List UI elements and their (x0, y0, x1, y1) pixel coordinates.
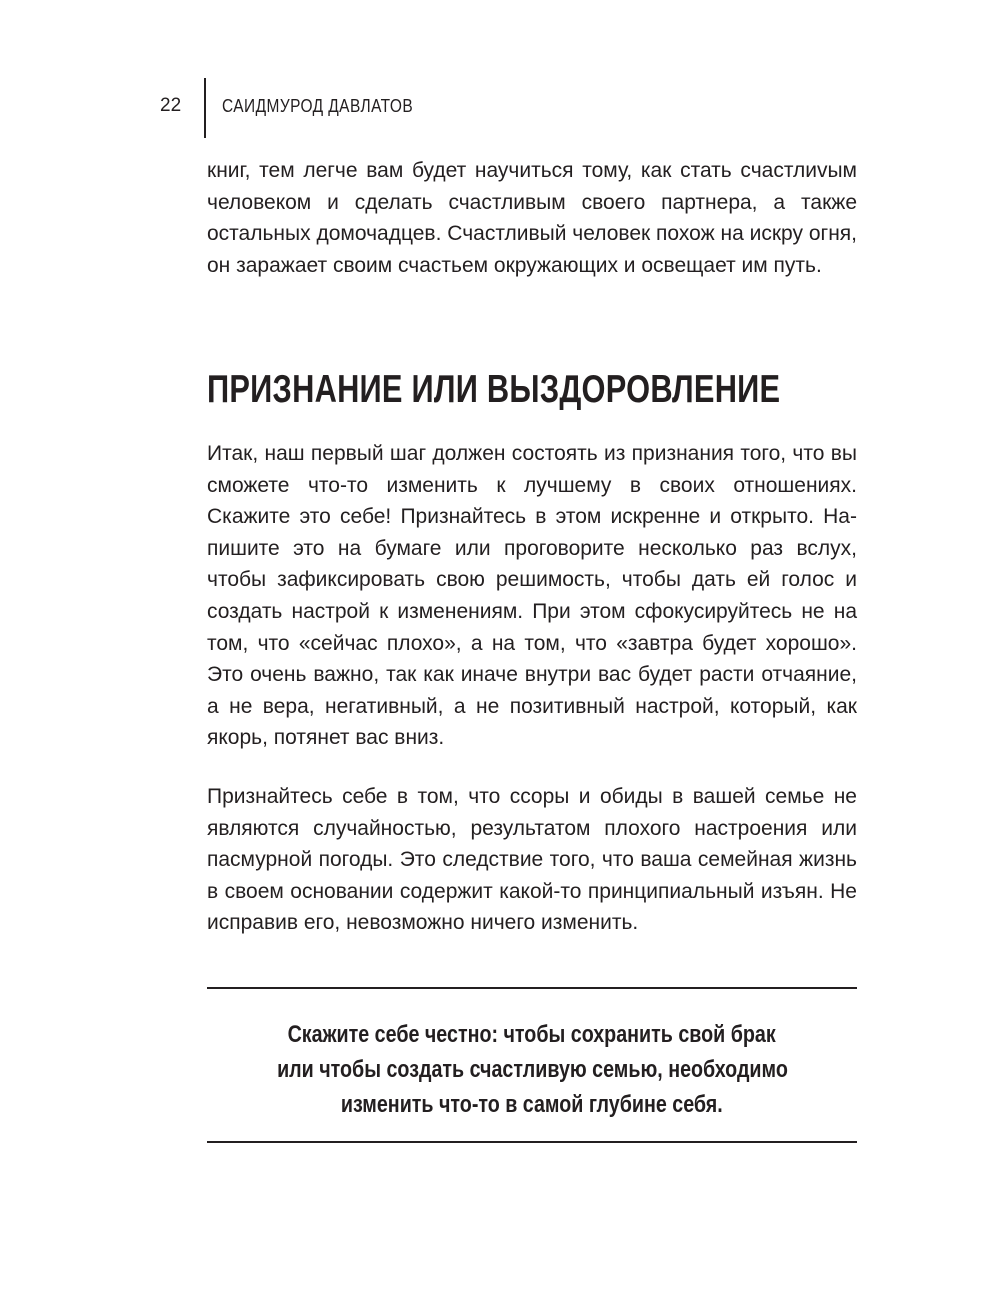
intro-paragraph: книг, тем легче вам будет научиться тому, как стать счастлиvым человеком и сделать счастливым своего партнера, а также остальных домочадцев. Счастливый человек похож на искру огня, он заражает своим счастьем окружающих и освещает им путь. (207, 159, 857, 277)
pull-quote-line (207, 1052, 857, 1087)
pull-quote (207, 1017, 857, 1122)
body-paragraph: Итак, наш первый шаг должен состоять из признания того, что вы сможете что-то изменить к лучшему в своих отношениях. Скажите это себе! Признайтесь в этом искренне и открыто. Напишите это на бумаге или проговорите несколько раз вслух, чтобы зафиксировать свою решимость, чтобы дать ей голос и создать настрой к изменениям. При этом сфокусируйтесь не на том, что «сейчас плохо», а на том, что «завтра будет хорошо». Это очень важно, так как иначе внутри вас будет расти отчаяние, а не вера, негативный, а не позитивный настрой, который, как якорь, потянет вас вниз. (207, 442, 857, 750)
header-divider (204, 78, 206, 138)
callout-top-rule (207, 987, 857, 989)
section-heading: ПРИЗНАНИЕ ИЛИ ВЫЗДОРОВЛЕНИЕ (207, 368, 781, 411)
intro-paragraph-block (207, 155, 857, 281)
body-paragraph: Признайтесь себе в том, что ссоры и обиды в вашей семье не являются случайностью, результатом плохого настроения или пасмурной погоды. Это следствие того, что ваша семейная жизнь в своем основании содержит какой-то принципиальный изъян. Не исправив его, невозможно ничего изменить. (207, 785, 857, 935)
pull-quote-text: или чтобы создать счастливую семью, необходимо (276, 1056, 788, 1083)
running-header (160, 78, 444, 138)
page-number: 22 (160, 95, 182, 116)
body-paragraph-block-1 (207, 438, 857, 754)
author-name: САИДМУРОД ДАВЛАТОВ (221, 95, 413, 116)
pull-quote-text: изменить что-то в самой глубине себя. (341, 1091, 723, 1118)
body-paragraph-block-2 (207, 781, 857, 939)
pull-quote-line (207, 1087, 857, 1122)
pull-quote-text: Скажите себе честно: чтобы сохранить свой брак (287, 1021, 777, 1048)
callout-bottom-rule (207, 1141, 857, 1143)
pull-quote-line (207, 1017, 857, 1052)
